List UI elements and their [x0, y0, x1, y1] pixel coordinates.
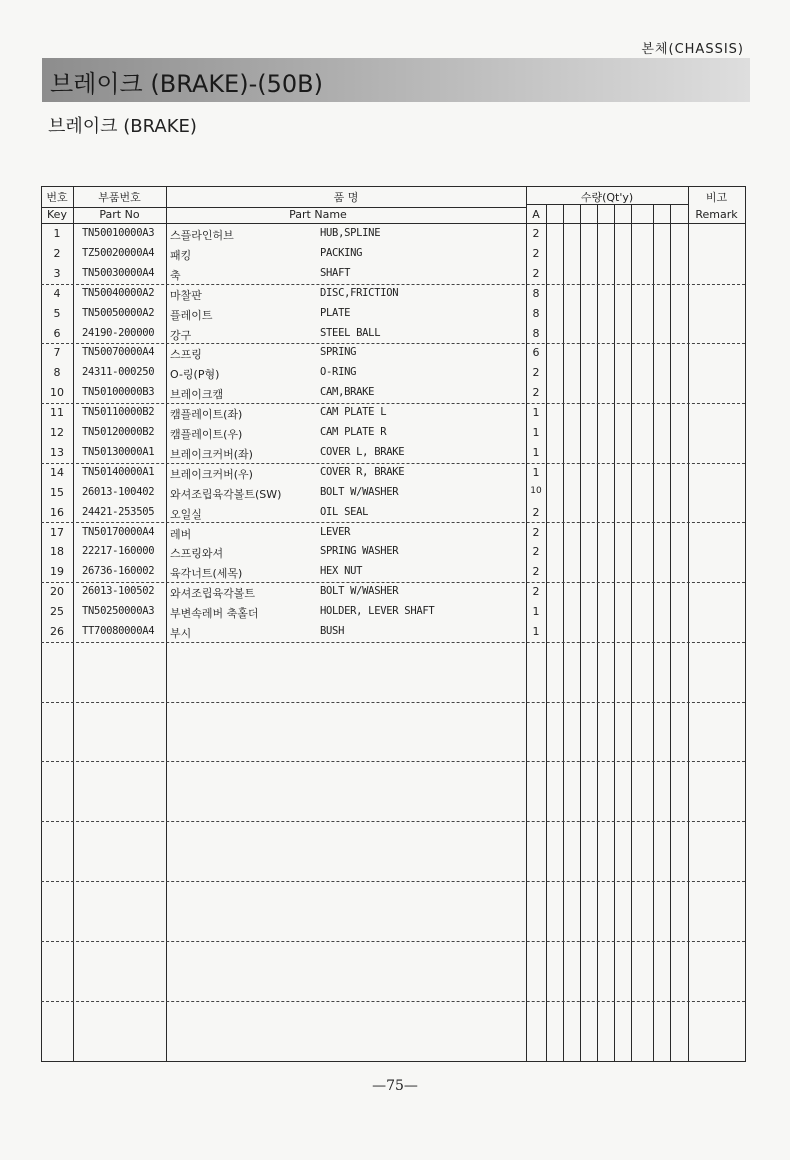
row-name-en: HOLDER, LEVER SHAFT [320, 605, 435, 618]
row-qty-a: 2 [532, 386, 540, 400]
col-key-header-en: Key [47, 208, 67, 221]
row-qty-a: 2 [532, 266, 540, 280]
row-qty-a: 2 [532, 585, 540, 599]
row-key: 2 [53, 246, 61, 260]
row-key: 17 [50, 525, 64, 539]
row-name-ko: 축 [170, 268, 181, 282]
row-part-no: TN50010000A3 [82, 227, 155, 239]
row-name-ko: 강구 [170, 328, 192, 342]
row-qty-a: 1 [532, 605, 540, 619]
row-qty-a: 1 [532, 465, 540, 479]
row-name-ko: 스프링와셔 [170, 547, 224, 561]
row-name-ko: 와셔조립육각볼트(SW) [170, 487, 282, 501]
col-name-header-ko: 품 명 [333, 191, 359, 204]
row-name-en: SPRING WASHER [320, 545, 399, 558]
row-name-en: CAM,BRAKE [320, 386, 375, 399]
row-name-en: COVER R, BRAKE [320, 465, 405, 478]
row-part-no: 26736-160002 [82, 565, 155, 578]
row-key: 13 [50, 445, 64, 459]
row-qty-a: 1 [532, 625, 540, 638]
row-part-no: TN50250000A3 [82, 605, 155, 618]
col-qty-a-header: A [532, 208, 540, 221]
row-qty-a: 1 [532, 406, 540, 420]
row-key: 26 [50, 625, 64, 638]
row-name-en: BOLT W/WASHER [320, 485, 399, 498]
row-key: 1 [53, 227, 61, 240]
row-qty-a: 6 [532, 346, 540, 360]
page-subtitle: 브레이크 (BRAKE) [48, 116, 197, 137]
col-qty-header: 수량(Qt'y) [580, 191, 634, 204]
row-part-no: TN50030000A4 [82, 266, 155, 279]
row-name-ko: 와셔조립육각볼트 [170, 587, 256, 601]
row-name-ko: 플레이트 [170, 308, 213, 322]
row-key: 12 [50, 426, 64, 439]
row-key: 19 [50, 565, 64, 579]
col-partno-header-ko: 부품번호 [98, 191, 141, 204]
row-name-en: OIL SEAL [320, 505, 369, 518]
row-name-ko: 캠플레이트(우) [170, 428, 243, 441]
row-key: 3 [53, 266, 61, 280]
row-name-en: CAM PLATE R [320, 426, 387, 438]
row-name-en: CAM PLATE L [320, 406, 387, 419]
row-name-en: SHAFT [320, 266, 351, 279]
title-banner [42, 58, 750, 102]
row-key: 15 [50, 485, 64, 499]
row-part-no: TN50120000B2 [82, 426, 155, 438]
row-part-no: 26013-100502 [82, 585, 155, 598]
row-name-en: HUB,SPLINE [320, 227, 381, 239]
row-name-ko: 캠플레이트(좌) [170, 408, 243, 422]
row-name-en: COVER L, BRAKE [320, 445, 405, 458]
row-qty-a: 10 [530, 485, 542, 496]
row-part-no: 24311-000250 [82, 366, 155, 379]
row-part-no: TN50040000A2 [82, 286, 155, 299]
row-name-en: DISC,FRICTION [320, 286, 399, 299]
row-name-en: LEVER [320, 525, 351, 538]
section-label: 본체(CHASSIS) [641, 42, 744, 57]
row-qty-a: 1 [532, 445, 540, 459]
row-key: 6 [53, 326, 61, 340]
row-name-ko: 브레이크커버(우) [170, 467, 253, 481]
row-qty-a: 2 [532, 505, 540, 519]
row-key: 14 [50, 465, 64, 479]
row-part-no: TN50170000A4 [82, 525, 155, 538]
row-name-ko: 오일실 [170, 507, 202, 521]
row-name-ko: 부변속레버 축홀더 [170, 607, 259, 621]
row-key: 7 [53, 346, 61, 360]
row-name-en: PACKING [320, 246, 363, 259]
row-qty-a: 1 [532, 426, 540, 439]
row-qty-a: 2 [532, 366, 540, 380]
row-name-ko: 마찰판 [170, 288, 202, 302]
row-qty-a: 2 [532, 246, 540, 260]
row-part-no: TN50110000B2 [82, 406, 155, 419]
row-qty-a: 8 [532, 306, 540, 320]
col-partno-header-en: Part No [99, 208, 140, 221]
row-name-en: BUSH [320, 625, 345, 637]
row-part-no: 24190-200000 [82, 326, 155, 339]
col-name-header-en: Part Name [289, 208, 347, 221]
row-part-no: TN50050000A2 [82, 306, 155, 319]
row-qty-a: 2 [532, 227, 540, 240]
row-key: 18 [50, 545, 64, 559]
row-name-en: STEEL BALL [320, 326, 381, 339]
row-part-no: 22217-160000 [82, 545, 155, 558]
row-key: 5 [53, 306, 61, 320]
col-remark-header-en: Remark [695, 208, 738, 221]
row-name-ko: 브레이크커버(좌) [170, 447, 253, 461]
row-name-ko: 스프링 [170, 348, 202, 362]
row-qty-a: 2 [532, 525, 540, 539]
row-name-ko: 패킹 [170, 248, 192, 262]
row-name-en: BOLT W/WASHER [320, 585, 399, 598]
col-remark-header-ko: 비고 [705, 191, 728, 204]
row-name-ko: 육각너트(세목) [170, 567, 243, 581]
row-name-ko: 스플라인허브 [170, 229, 234, 242]
row-part-no: TN50100000B3 [82, 386, 155, 399]
page-title: 브레이크 (BRAKE)-(50B) [50, 70, 323, 98]
row-name-en: HEX NUT [320, 565, 363, 578]
row-key: 10 [50, 386, 64, 400]
row-key: 8 [53, 366, 61, 380]
row-qty-a: 2 [532, 565, 540, 579]
row-key: 20 [50, 585, 64, 599]
row-part-no: TT70080000A4 [82, 625, 155, 637]
row-name-ko: 부시 [170, 627, 192, 640]
row-part-no: 24421-253505 [82, 505, 155, 518]
row-part-no: TN50140000A1 [82, 465, 155, 478]
col-key-header-ko: 번호 [46, 191, 68, 204]
row-qty-a: 2 [532, 545, 540, 559]
row-qty-a: 8 [532, 286, 540, 300]
row-qty-a: 8 [532, 326, 540, 340]
row-key: 25 [50, 605, 64, 619]
row-name-en: SPRING [320, 346, 357, 359]
row-key: 4 [53, 286, 61, 300]
row-name-ko: 레버 [170, 527, 192, 541]
row-part-no: TN50130000A1 [82, 445, 155, 458]
row-part-no: 26013-100402 [82, 485, 155, 498]
row-name-ko: O-링(P형) [170, 368, 220, 382]
row-part-no: TZ50020000A4 [82, 246, 155, 259]
row-name-en: PLATE [320, 306, 351, 319]
page-number: —75— [372, 1078, 418, 1094]
row-part-no: TN50070000A4 [82, 346, 155, 359]
row-name-ko: 브레이크캠 [170, 388, 224, 402]
row-name-en: O-RING [320, 366, 357, 379]
row-key: 16 [50, 505, 64, 519]
row-key: 11 [50, 406, 64, 420]
